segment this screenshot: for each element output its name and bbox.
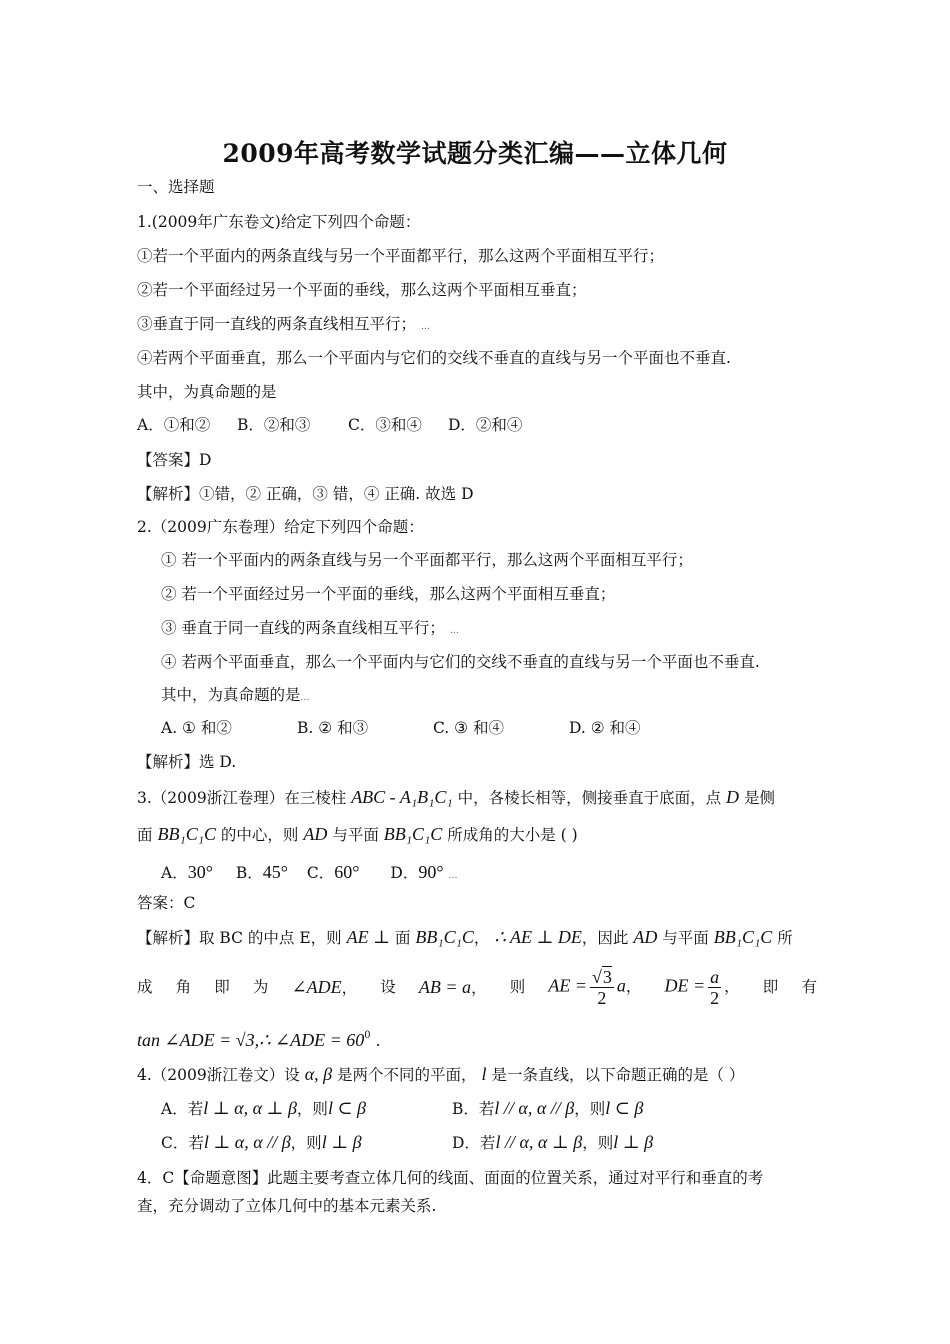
q3-stem-line-1 <box>137 787 775 808</box>
q1-proposition-4: ④若两个平面垂直，那么一个平面内与它们的交线不垂直的直线与另一个平面也不垂直. <box>137 349 731 367</box>
q1-option-b: B．②和③ <box>237 416 311 434</box>
q3-answer: 答案：C <box>137 894 196 912</box>
q3-option-b-label: B． <box>235 864 263 882</box>
q4-option-d-cond: l // α, α ⊥ β <box>495 1132 583 1152</box>
q3-analysis-ae-perp: AE ⊥ <box>346 927 390 947</box>
q3-analysis-line-3: tan ∠ADE = √3,∴ ∠ADE = $60^0$ . <box>137 1030 381 1050</box>
q4-option-c-prefix: C．若 <box>161 1134 204 1152</box>
q4-option-b-cond: l // α, α // β <box>494 1098 575 1118</box>
q3-de-numerator: a <box>710 966 720 987</box>
q4-alpha-beta: α, β <box>304 1064 333 1084</box>
q1-proposition-3-text: ③垂直于同一直线的两条直线相互平行； <box>137 315 417 333</box>
q3-line2-d: 所成角的大小是 ( ) <box>447 826 578 844</box>
q1-proposition-1: ①若一个平面内的两条直线与另一个平面都平行，那么这两个平面相互平行； <box>137 247 665 265</box>
q4-option-c-then: ，则 <box>290 1134 322 1152</box>
q2-option-a: A. ① 和② <box>161 719 232 737</box>
q3-face-2: BB₁C₁C <box>383 824 443 844</box>
q3-word-5: 设 <box>380 978 396 996</box>
q3-option-c-label: C． <box>306 864 335 882</box>
q4-option-d-result: l ⊥ β <box>613 1132 654 1152</box>
section-heading: 一、选择题 <box>137 178 215 196</box>
q4-option-a-result: l ⊂ β <box>327 1098 366 1118</box>
q2-analysis: 【解析】选 D. <box>137 753 237 771</box>
q3-option-c-value: 60° <box>334 862 360 882</box>
q3-de-denominator: 2 <box>710 987 720 1008</box>
q3-point-d: D <box>726 787 740 807</box>
q4-option-a-cond: l ⊥ α, α ⊥ β <box>203 1098 297 1118</box>
editor-mark: … <box>448 871 458 881</box>
q1-analysis: 【解析】①错，② 正确，③ 错，④ 正确. 故选 D <box>137 485 474 503</box>
q4-options-row-2 <box>161 1132 653 1153</box>
q1-question: 其中，为真命题的是 <box>137 383 277 401</box>
q3-option-d-value: 90° <box>418 862 444 882</box>
q3-word-8: 有 <box>801 978 817 996</box>
editor-mark: … <box>420 322 430 332</box>
editor-mark: … <box>449 626 459 636</box>
q3-word-4: 为 <box>252 978 269 996</box>
q4-note-line-1: 4．C【命题意图】此题主要考查立体几何的线面、面面的位置关系，通过对平行和垂直的考 <box>137 1169 764 1187</box>
q4-stem-c: 是一条直线，以下命题正确的是（ ） <box>491 1066 745 1084</box>
q4-note-line-2: 查，充分调动了立体几何中的基本元素关系. <box>137 1197 437 1215</box>
q2-option-d: D. ② 和④ <box>569 719 641 737</box>
q4-option-d-prefix: D．若 <box>452 1134 496 1152</box>
q4-option-c-cond: l ⊥ α, α // β <box>203 1132 291 1152</box>
q3-analysis-line-1: 【解析】取 BC 的中点 E，则 AE ⊥ 面 BB₁C₁C， ∴ AE ⊥ DE，因此 AD 与平面 BB₁C₁C 所 <box>137 927 793 947</box>
q4-stem-a: 4.（2009浙江卷文）设 <box>137 1066 300 1084</box>
q3-option-d-label: D． <box>390 864 419 882</box>
q1-answer: 【答案】D <box>137 451 212 469</box>
q2-proposition-3 <box>161 618 459 641</box>
q3-analysis-face-2: BB₁C₁C <box>713 927 773 947</box>
q3-stem-line-2 <box>137 824 578 845</box>
q3-line2-c: 与平面 <box>332 826 379 844</box>
q3-analysis-therefore: ∴ AE ⊥ DE <box>494 927 582 947</box>
q4-option-a-then: ，则 <box>296 1100 328 1118</box>
q1-proposition-3 <box>137 314 430 337</box>
q3-prism: ABC - A₁B₁C₁ <box>351 787 453 807</box>
q3-stem-a: 3.（2009浙江卷理）在三棱柱 <box>137 789 347 807</box>
q4-option-d <box>452 1132 653 1153</box>
q2-question <box>161 685 310 708</box>
q4-line-l: l <box>481 1064 487 1084</box>
q3-analysis-face: BB₁C₁C <box>415 927 474 947</box>
q3-analysis-f: 与平面 <box>662 929 709 947</box>
q3-angle-ade: ∠ADE <box>291 976 342 997</box>
q2-proposition-2: ② 若一个平面经过另一个平面的垂线，那么这两个平面相互垂直； <box>161 585 616 603</box>
q3-de-fraction <box>708 967 721 1008</box>
q3-line2-b: 的中心，则 <box>220 826 299 844</box>
q3-ae-lhs: AE = <box>548 975 587 995</box>
q3-word-2: 角 <box>175 978 192 996</box>
q3-analysis-line-2: 成 角 即 为 ∠ADE， 设 AB = a， 则 AE = $\frac{√3}{2}$ a， DE = $\frac{a}{2}$ ， 即 有 <box>137 966 817 1008</box>
q3-tan-result: tan ∠ADE = √3,∴ ∠ADE = 60 <box>137 1030 365 1050</box>
q3-stem-c: 是侧 <box>743 789 775 807</box>
q2-proposition-4: ④ 若两个平面垂直，那么一个平面内与它们的交线不垂直的直线与另一个平面也不垂直. <box>161 653 760 671</box>
q2-proposition-1: ① 若一个平面内的两条直线与另一个平面都平行，那么这两个平面相互平行； <box>161 551 693 569</box>
q3-word-3: 即 <box>214 978 230 996</box>
q2-question-text: 其中，为真命题的是 <box>161 686 301 704</box>
q1-proposition-2: ②若一个平面经过另一个平面的垂线，那么这两个平面相互垂直； <box>137 281 587 299</box>
q2-options <box>161 718 641 738</box>
q3-stem-b: 中，各棱长相等，侧接垂直于底面，点 <box>457 789 722 807</box>
document-title: 2009年高考数学试题分类汇编——立体几何 <box>222 139 728 168</box>
q4-option-c-result: l ⊥ β <box>321 1132 362 1152</box>
q4-option-b <box>452 1098 643 1119</box>
q4-option-a-prefix: A．若 <box>161 1100 204 1118</box>
q3-analysis-ad: AD <box>633 927 658 947</box>
q3-face: BB₁C₁C <box>157 824 216 844</box>
q3-degree-sup: 0 <box>364 1030 371 1041</box>
q3-analysis-g: 所 <box>777 929 793 947</box>
q4-option-b-prefix: B．若 <box>452 1100 495 1118</box>
q3-option-a-label: A． <box>161 864 188 882</box>
q1-options <box>137 415 522 435</box>
q4-stem <box>137 1064 744 1085</box>
editor-mark: … <box>300 693 310 703</box>
q1-stem: 1.(2009年广东卷文)给定下列四个命题： <box>137 213 421 231</box>
q1-option-a: A．①和② <box>137 416 211 434</box>
q4-options-row-1 <box>161 1098 643 1119</box>
q4-option-a <box>161 1098 452 1119</box>
q3-line2-a: 面 <box>137 826 153 844</box>
q3-option-a-value: 30° <box>187 862 213 882</box>
q3-denominator-2: 2 <box>597 987 607 1008</box>
q2-option-c: C. ③ 和④ <box>433 719 504 737</box>
q3-var-a: a <box>616 975 626 995</box>
q3-options <box>161 862 457 886</box>
q3-analysis-face-word: 面 <box>394 929 411 947</box>
q2-proposition-3-text: ③ 垂直于同一直线的两条直线相互平行； <box>161 619 445 637</box>
q4-option-c <box>161 1132 452 1153</box>
q4-option-b-then: ，则 <box>574 1100 606 1118</box>
q1-option-c: C．③和④ <box>348 416 422 434</box>
q4-option-b-result: l ⊂ β <box>605 1098 644 1118</box>
q3-word-7: 即 <box>762 978 779 996</box>
q3-word-6: 则 <box>509 978 526 996</box>
q1-option-d: D．②和④ <box>448 416 523 434</box>
q2-option-b: B. ② 和③ <box>297 719 369 737</box>
q3-option-b-value: 45° <box>262 862 288 882</box>
q3-de-lhs: DE = <box>664 975 706 995</box>
q3-analysis-a: 【解析】取 BC 的中点 E，则 <box>137 929 342 947</box>
q2-stem: 2.（2009广东卷理）给定下列四个命题： <box>137 518 424 536</box>
q3-analysis-e: ，因此 <box>581 929 629 947</box>
q3-de-formula: DE = $\frac{a}{2}$ ， <box>664 966 740 1008</box>
q4-stem-b: 是两个不同的平面， <box>337 1066 477 1084</box>
q4-option-d-then: ，则 <box>582 1134 614 1152</box>
q3-ae-formula: AE = $\frac{√3}{2}$ a， <box>548 966 642 1008</box>
q3-ab-equals-a: AB = a <box>418 976 472 997</box>
q3-word-1: 成 <box>137 978 153 996</box>
q3-segment-ad: AD <box>303 824 328 844</box>
q3-sqrt-3: 3 <box>602 966 612 987</box>
q3-ae-fraction: $\frac{√3}{2}$ <box>591 966 612 1008</box>
